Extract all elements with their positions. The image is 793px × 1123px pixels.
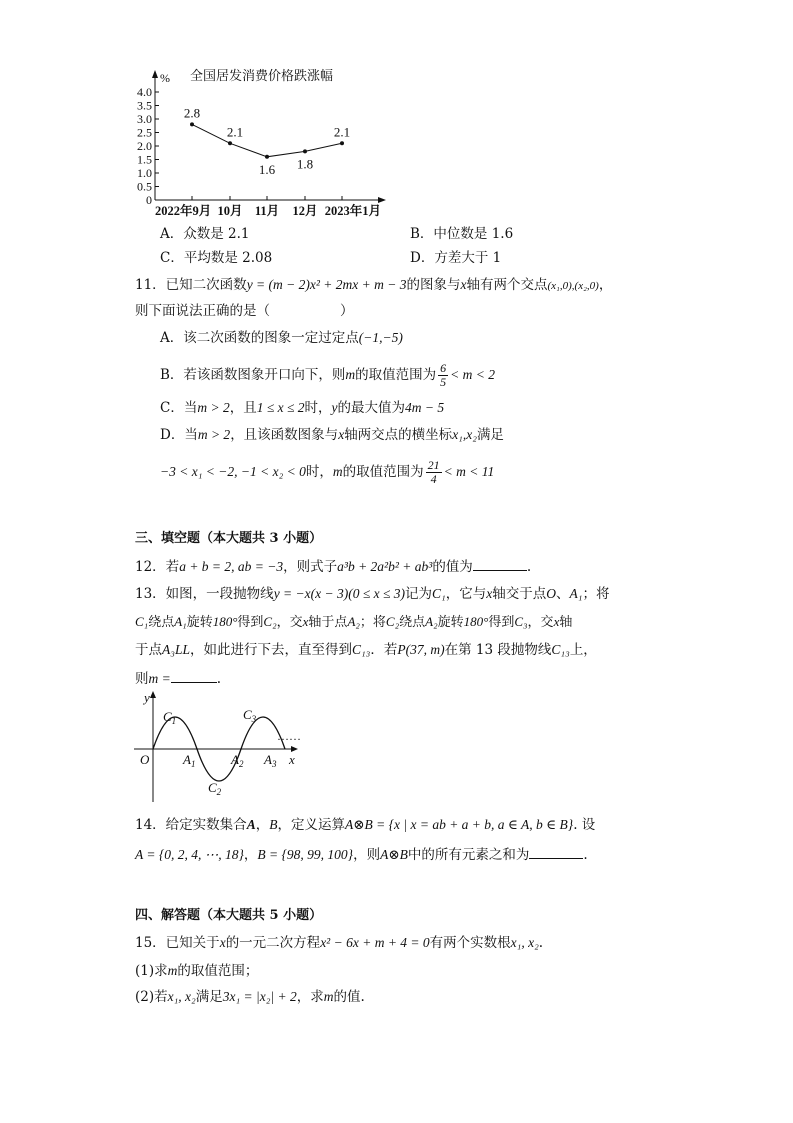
q15-text: 有两个实数根 [429,935,511,951]
q13-text: 旋转 [437,615,464,630]
q13-a2: A₂ [425,614,438,629]
q13-line4 [135,668,221,688]
fig-c3-label: $C_3$ [243,707,257,724]
chart-y-tick-label: 3.5 [137,98,152,113]
q11-text: 时， [304,400,332,416]
fig-y-label: y [144,690,150,705]
q11-b-fraction [438,362,448,389]
q15-m-var: m [167,963,178,978]
q15-text: 的取值范围； [177,963,259,979]
q14-text: ， [255,817,270,833]
chart-y-tick-label: 1.0 [137,166,152,180]
q14-line2 [135,844,588,864]
chart-data-point [265,155,269,159]
q11-text: B．若该函数图象开口向下，则 [160,367,346,383]
chart-title: 全国居发消费价格跌涨幅 [190,68,334,83]
q13-text: 于点 [135,642,162,658]
q11-stem-line2 [135,302,354,320]
q13-text: 得到 [237,615,264,630]
q13-text: 上， [569,642,597,658]
q11-option-c [160,399,444,417]
q12-text: 的值为 [432,559,473,575]
q14-answer-blank[interactable] [529,844,583,859]
q13-angle: 180° [212,614,238,629]
q13-text: 、 [556,586,570,602]
q11-fixed-point: (−1,−5) [358,330,403,345]
q10-option-a: A．众数是 2.1 [160,226,250,242]
chart-data-label: 2.1 [333,124,351,140]
chart-layer [137,68,386,218]
chart-series-line [192,124,342,156]
q15-x-var: x [219,935,226,950]
q11-m-var: m [332,464,343,479]
q12-condition: a + b = 2, ab = −3 [179,559,284,574]
q14-line1 [135,816,595,834]
q13-origin: O [546,586,556,601]
q14-text: ， [243,847,258,863]
q13-x-var: x [553,614,560,629]
chart-y-tick-label: 2.5 [137,125,152,140]
q13-c1: C₁ [432,586,446,601]
q11-d-fraction [426,459,442,486]
q13-c13: C₁₃ [551,642,570,657]
chart-data-label: 1.6 [258,161,276,177]
chart-x-category-label: 2023年1月 [324,204,381,218]
q11-function-expr: y = (m − 2)x² + 2mx + m − 3 [246,277,407,292]
q11-y-var: y [331,400,338,415]
q13-text: 旋转 [186,615,213,630]
q11-option-d-line2 [160,459,494,486]
y-axis-arrow [150,691,156,698]
q11-text: 满足 [476,427,504,443]
q15-text: (2)若 [135,989,168,1005]
q12-text: . [526,559,532,575]
q14-text: ，则 [353,847,381,863]
q13-text: ，它与 [445,586,487,602]
chart-x-axis-arrow [378,197,386,203]
q15-roots: x₁, x₂ [510,935,539,950]
fraction-denominator: 4 [430,472,437,486]
q10-option-c: C．平均数是 2.08 [160,250,273,266]
q11-x-var: x [460,277,467,292]
q13-a1: A₁ [174,614,187,629]
q13-text: 在第 13 段抛物线 [444,642,552,658]
q14-set-b-def: B = {98, 99, 100} [257,847,354,862]
q11-text: 则下面说法正确的是（ [135,303,270,319]
q10-option-b: B．中位数是 1.6 [410,226,514,242]
q13-c3: C₃ [514,614,528,629]
q15-roots: x₁, x₂ [167,989,196,1004]
q15-text: 15．已知关于 [135,935,220,951]
q11-text: 11．已知二次函数 [135,277,247,293]
q13-m-equals: m = [148,671,171,686]
q13-text: ，交 [276,615,303,630]
q13-point-p: P(37, m) [397,642,445,657]
q11-text: 时， [305,464,333,480]
q13-text: ；将 [582,586,610,602]
q13-text: 轴交于点 [492,586,547,602]
q11-text: 轴有两个交点 [466,277,548,293]
q11-text: 的最大值为 [337,400,406,416]
q13-parabola-figure [130,688,330,808]
q11-d-inequality: < m < 11 [443,464,495,479]
q13-text: ；将 [359,615,386,630]
chart-x-category-label: 12月 [292,204,318,218]
chart-data-label: 1.8 [296,156,314,172]
q15-condition: 3x₁ = |x₂| + 2 [222,989,297,1004]
q13-a3: A₃ [162,642,175,657]
chart-x-category-label: 10月 [217,204,243,218]
q14-set-a-def: A = {0, 2, 4, ⋯, 18} [135,847,244,862]
q13-text: 则 [135,671,149,687]
q15-line1 [135,934,543,952]
q11-option-d [160,426,504,444]
chart-y-tick-label: 4.0 [137,85,152,99]
q13-x-var: x [302,614,309,629]
q14-operation-def: A⊗B = {x | x = ab + a + b, a ∈ A, b ∈ B} [344,817,574,832]
q15-part1 [135,962,258,980]
q14-set-a: A [246,817,256,832]
q11-b-inequality: < m < 2 [450,367,496,382]
q11-c-max-value: 4m − 5 [405,400,445,415]
q13-a2: A₂ [347,614,360,629]
q11-option-a [160,329,403,347]
q12-text: 12．若 [135,559,180,575]
q11-option-b [160,362,495,389]
fig-origin-label: O [140,752,150,767]
q13-line2 [135,613,572,632]
fig-dots: …… [277,729,301,743]
fraction-numerator: 6 [440,361,447,375]
q11-text: C．当 [160,400,198,416]
q15-text: ，求 [296,989,324,1005]
q14-text: . 设 [573,817,596,833]
q10-option-d: D．方差大于 1 [410,250,502,266]
section-4-heading: 四、解答题（本大题共 5 小题） [135,908,323,923]
q13-c1: C₁ [135,614,149,629]
q13-text: ．若 [370,642,398,658]
chart-data-point [228,141,232,145]
q11-c-range: 1 ≤ x ≤ 2 [256,400,305,415]
chart-y-unit-label: % [160,71,170,85]
fig-a2-label: $A_2$ [231,752,244,769]
fig-x-label: x [289,752,295,767]
q14-text: 14．给定实数集合 [135,817,247,833]
q11-text: 的取值范围为 [355,367,437,383]
q13-text: 轴于点 [308,615,348,630]
q15-text: 的一元二次方程 [225,935,321,951]
q11-intersection-points: (x₁,0),(x₂,0) [547,280,599,292]
q13-text: 记为 [405,586,433,602]
chart-x-category-label: 11月 [254,204,280,218]
q13-ellipsis: LL [174,642,190,657]
chart-y-tick-label: 2.0 [137,139,152,153]
q11-text: 的取值范围为 [342,464,424,480]
chart-y-axis-arrow [152,70,158,78]
fraction-numerator: 21 [427,458,440,472]
price-change-line-chart [0,60,793,285]
q13-text: 绕点 [399,615,426,630]
q13-a1: A₁ [569,586,583,601]
q11-c-condition: m > 2 [197,400,230,415]
q13-text: 得到 [488,615,515,630]
q11-text: ） [340,303,354,319]
fig-a3-label: $A_3$ [264,752,277,769]
chart-data-point [340,141,344,145]
chart-y-tick-label: 1.5 [137,152,152,167]
q12-text: ，则式子 [283,559,338,575]
q11-text: ， [598,277,613,293]
chart-data-point [303,149,307,153]
q13-text: ，交 [527,615,554,630]
q15-text: 满足 [195,989,223,1005]
q13-text: ，如此进行下去，直至得到 [189,642,352,658]
fig-c2-label: $C_2$ [208,780,222,797]
q15-part2 [135,988,365,1006]
q14-text: ，定义运算 [277,817,345,833]
q13-answer-blank[interactable] [171,668,217,683]
q11-d-condition: m > 2 [197,427,231,442]
q14-text: 中的所有元素之和为 [407,847,530,863]
q14-set-b: B [269,817,278,832]
q13-text: 绕点 [148,615,175,630]
chart-x-category-label: 2022年9月 [155,204,212,218]
q14-text: . [583,847,588,863]
q12 [135,556,531,576]
q11-text: D．当 [160,427,198,443]
q13-c13: C₁₃ [351,642,371,657]
q13-angle: 180° [463,614,489,629]
section-3-heading: 三、填空题（本大题共 3 小题） [135,531,323,546]
q13-line1 [135,585,609,603]
q11-text: ，且该函数图象与 [230,427,339,443]
q13-c2: C₂ [385,614,400,629]
chart-data-label: 2.1 [226,124,244,140]
q13-c2: C₂ [263,614,277,629]
q11-text: ，且 [229,400,257,416]
q15-text: . [538,935,544,951]
q11-d-root-ranges: −3 < x₁ < −2, −1 < x₂ < 0 [160,464,306,479]
q11-m-var: m [345,367,356,382]
q15-m-var: m [323,989,334,1004]
q13-x-var: x [486,586,493,601]
q15-text: (1)求 [135,963,168,979]
q11-option-a-text: A．该二次函数的图象一定过定点 [160,330,359,346]
chart-y-tick-label: 3.0 [137,112,152,126]
q15-equation: x² − 6x + m + 4 = 0 [320,935,430,950]
q13-text: . [216,671,222,687]
fraction-denominator: 5 [440,375,447,389]
q12-expression: a³b + 2a²b² + ab³ [337,559,433,574]
chart-y-tick-label: 0.5 [137,179,152,194]
chart-data-label: 2.8 [183,105,201,121]
q11-text: 的图象与 [406,277,461,293]
chart-y-tick-label: 0 [146,193,152,207]
q11-d-roots: x₁,x₂ [452,427,477,442]
chart-data-point [190,122,194,126]
q11-x-var: x [338,427,345,442]
q13-text: 13．如图，一段抛物线 [135,586,274,602]
q15-text: 的值. [333,989,365,1005]
q13-text: 轴 [559,615,573,630]
fig-a1-label: $A_1$ [183,752,196,769]
q13-parabola-expr: y = −x(x − 3)(0 ≤ x ≤ 3) [273,586,406,601]
q11-text: 轴两交点的横坐标 [344,427,453,443]
q13-line3 [135,641,597,659]
fig-c1-label: $C_1$ [163,709,177,726]
q14-operation: A⊗B [380,847,408,862]
q11-stem-line1 [135,276,612,295]
q12-answer-blank[interactable] [473,556,527,571]
